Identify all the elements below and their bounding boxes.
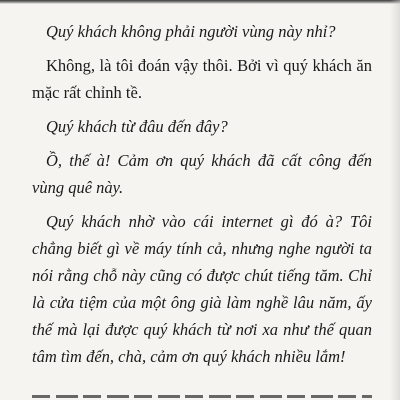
page-top-edge bbox=[0, 0, 400, 4]
page-text bbox=[32, 18, 372, 377]
cut-off-text-strip bbox=[32, 395, 372, 398]
cut-off-line bbox=[32, 386, 372, 400]
paragraph-2: Không, là tôi đoán vậy thôi. Bởi vì quý khách ăn mặc rất chỉnh tề. bbox=[32, 56, 372, 102]
paragraph-3: Quý khách từ đâu đến đây? bbox=[46, 117, 228, 136]
paragraph-5: Quý khách nhờ vào cái internet gì đó à? Tôi chẳng biết gì về máy tính cả, nhưng nghe người ta nói rằng chỗ này cũng có được chút tiếng tăm. Chỉ là cửa tiệm của một ông già làm nghề lâu năm, ấy thế mà lại được quý khách từ nơi xa như thế quan tâm tìm đến, chà, cảm ơn quý khách nhiều lắm! bbox=[32, 212, 372, 366]
page-shadow bbox=[390, 0, 400, 400]
paragraph-1: Quý khách không phải người vùng này nhỉ? bbox=[46, 22, 336, 41]
paragraph-4: Ồ, thế à! Cảm ơn quý khách đã cất công đến vùng quê này. bbox=[32, 151, 372, 197]
